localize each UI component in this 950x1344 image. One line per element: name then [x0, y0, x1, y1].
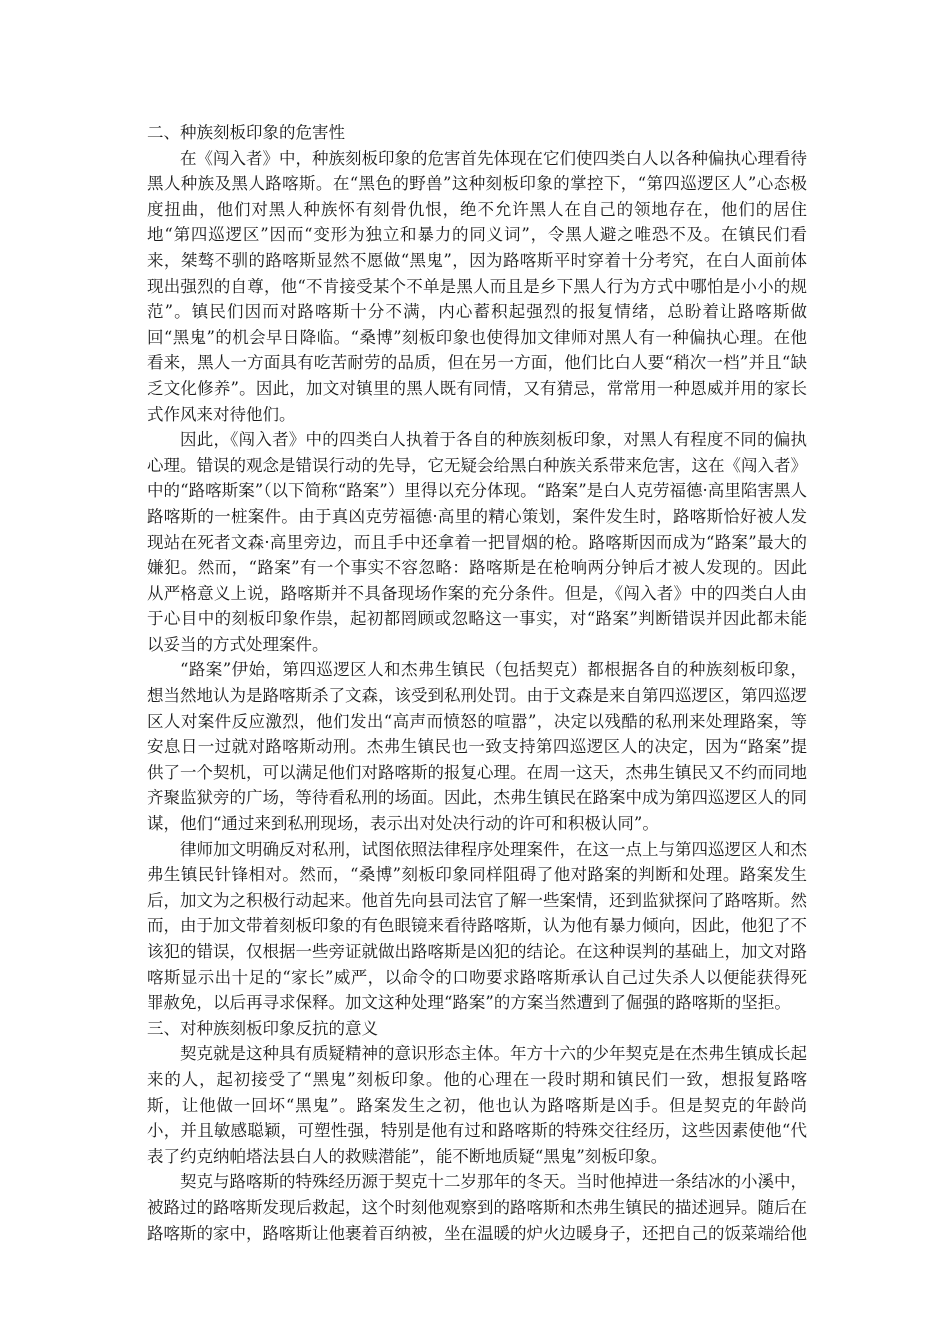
section-heading: 三、对种族刻板印象反抗的意义 — [147, 1018, 378, 1038]
paragraph: 因此，《闯入者》中的四类白人执着于各自的种族刻板印象，对黑人有程度不同的偏执心理。错误的观念是错误行动的先导，它无疑会给黑白种族关系带来危害，这在《闯入者》中的“路喀斯案”（以下简称“路案”）里得以充分体现。“路案”是白人克劳福德·高里陷害黑人路喀斯的一桩案件。由于真凶克劳福德·高里的精心策划，案件发生时，路喀斯恰好被人发现站在死者文森·高里旁边，而且手中还拿着一把冒烟的枪。路喀斯因而成为“路案”最大的嫌犯。然而，“路案”有一个事实不容忽略：路喀斯是在枪响两分钟后才被人发现的。因此从严格意义上说，路喀斯并不具备现场作案的充分条件。但是，《闯入者》中的四类白人由于心目中的刻板印象作祟，起初都罔顾或忽略这一事实，对“路案”判断错误并因此都未能以妥当的方式处理案件。 — [147, 430, 807, 654]
paragraph: “路案”伊始，第四巡逻区人和杰弗生镇民（包括契克）都根据各自的种族刻板印象，想当然地认为是路喀斯杀了文森，该受到私刑处罚。由于文森是来自第四巡逻区，第四巡逻区人对案件反应激烈，他们发出“高声而愤怒的喧嚣”，决定以残酷的私刑来处理路案，等安息日一过就对路喀斯动刑。杰弗生镇民也一致支持第四巡逻区人的决定，因为“路案”提供了一个契机，可以满足他们对路喀斯的报复心理。在周一这天，杰弗生镇民又不约而同地齐聚监狱旁的广场，等待看私刑的场面。因此，杰弗生镇民在路案中成为第四巡逻区人的同谋，他们“通过来到私刑现场，表示出对处决行动的许可和积极认同”。 — [147, 660, 807, 834]
paragraph: 律师加文明确反对私刑，试图依照法律程序处理案件，在这一点上与第四巡逻区人和杰弗生镇民针锋相对。然而，“桑博”刻板印象同样阻碍了他对路案的判断和处理。路案发生后，加文为之积极行动起来。他首先向县司法官了解一些案情，还到监狱探问了路喀斯。然而，由于加文带着刻板印象的有色眼镜来看待路喀斯，认为他有暴力倾向，因此，他犯了不该犯的错误，仅根据一些旁证就做出路喀斯是凶犯的结论。在这种误判的基础上，加文对路喀斯显示出十足的“家长”威严，以命令的口吻要求路喀斯承认自己过失杀人以便能获得死罪赦免，以后再寻求保释。加文这种处理“路案”的方案当然遭到了倔强的路喀斯的坚拒。 — [147, 839, 807, 1013]
section-heading: 二、种族刻板印象的危害性 — [147, 123, 345, 142]
paragraph: 契克与路喀斯的特殊经历源于契克十二岁那年的冬天。当时他掉进一条结冰的小溪中，被路过的路喀斯发现后救起，这个时刻他观察到的路喀斯和杰弗生镇民的描述迥异。随后在路喀斯的家中，路喀斯让他裹着百纳被，坐在温暖的炉火边暖身子，还把自己的饭菜端给他 — [147, 1172, 807, 1243]
paragraph: 在《闯入者》中，种族刻板印象的危害首先体现在它们使四类白人以各种偏执心理看待黑人种族及黑人路喀斯。在“黑色的野兽”这种刻板印象的掌控下，“第四巡逻区人”心态极度扭曲，他们对黑人种族怀有刻骨仇恨，绝不允许黑人在自己的领地存在，他们的居住地“第四巡逻区”因而“变形为独立和暴力的同义词”，令黑人避之唯恐不及。在镇民们看来，桀骜不驯的路喀斯显然不愿做“黑鬼”，因为路喀斯平时穿着十分考究，在白人面前体现出强烈的自尊，他“不肯接受某个不单是黑人而且是乡下黑人行为方式中哪怕是小小的规范”。镇民们因而对路喀斯十分不满，内心蓄积起强烈的报复情绪，总盼着让路喀斯做回“黑鬼”的机会早日降临。“桑博”刻板印象也使得加文律师对黑人有一种偏执心理。在他看来，黑人一方面具有吃苦耐劳的品质，但在另一方面，他们比白人要“稍次一档”并且“缺乏文化修养”。因此，加文对镇里的黑人既有同情，又有猜忌，常常用一种恩威并用的家长式作风来对待他们。 — [147, 148, 807, 424]
paragraph: 契克就是这种具有质疑精神的意识形态主体。年方十六的少年契克是在杰弗生镇成长起来的人，起初接受了“黑鬼”刻板印象。他的心理在一段时期和镇民们一致，想报复路喀斯，让他做一回坏“黑鬼”。路案发生之初，他也认为路喀斯是凶手。但是契克的年龄尚小，并且敏感聪颖，可塑性强，特别是他有过和路喀斯的特殊交往经历，这些因素使他“代表了约克纳帕塔法县白人的救赎潜能”，能不断地质疑“黑鬼”刻板印象。 — [147, 1044, 807, 1166]
article-body — [147, 120, 807, 1246]
